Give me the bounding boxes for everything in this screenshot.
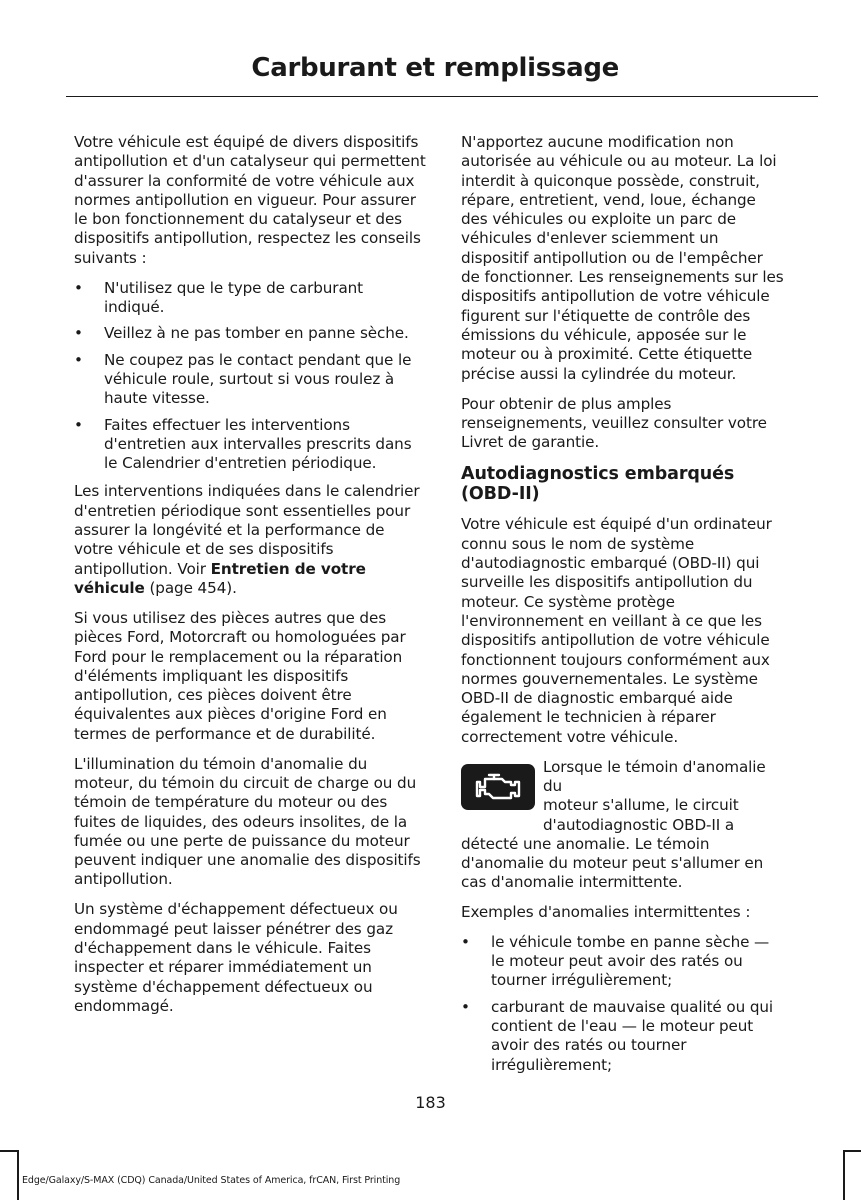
bullet-marker: •	[461, 932, 470, 951]
maintenance-text: Les interventions indiquées dans le calendrier d'entretien périodique sont essentielles pour assurer la longévité et la performance de votre véhicule et de ses dispositifs antipollution. Voir	[74, 482, 420, 578]
maintenance-page-ref: (page 454).	[144, 578, 237, 597]
list-item-text: Faites effectuer les interventions d'entretien aux intervalles prescrits dans le Calendrier d'entretien périodique.	[104, 415, 412, 473]
crop-mark	[843, 1150, 845, 1200]
list-item-text: N'utilisez que le type de carburant indiqué.	[104, 278, 364, 317]
icon-text-line: d'autodiagnostic OBD-II a	[543, 815, 735, 834]
maintenance-paragraph	[74, 482, 426, 598]
exhaust-paragraph: Un système d'échappement défectueux ou endommagé peut laisser pénétrer des gaz d'échappement dans le véhicule. Faites inspecter et réparer immédiatement un système d'échappement défectueux ou endommagé.	[74, 900, 398, 1015]
engine-warning-block	[461, 758, 786, 893]
list-item	[461, 998, 786, 1075]
maintenance-tips-list	[74, 279, 426, 474]
icon-text-continuation: détecté une anomalie. Le témoin d'anomalie du moteur peut s'allumer en cas d'anomalie intermittente.	[461, 834, 764, 892]
obd-paragraph: Votre véhicule est équipé d'un ordinateur connu sous le nom de système d'autodiagnostic embarqué (OBD-II) qui surveille les dispositifs antipollution du moteur. Ce système protège l'environnement en veillant à ce que les dispositifs antipollution de votre véhicule fonctionnent toujours conformément aux normes gouvernementales. Le système OBD-II de diagnostic embarqué aide également le technicien à réparer correctement votre véhicule.	[461, 515, 772, 746]
bullet-marker: •	[74, 350, 83, 369]
modification-paragraph: N'apportez aucune modification non autorisée au véhicule ou au moteur. La loi interdit à quiconque possède, construit, répare, entretient, vend, loue, échange des véhicules ou exploite un parc de véhicules d'enlever sciemment un dispositif antipollution ou de l'empêcher de fonctionner. Les renseignements sur les dispositifs antipollution de votre véhicule figurent sur l'étiquette de contrôle des émissions du véhicule, apposée sur le moteur ou à proximité. Cette étiquette précise aussi la cylindrée du moteur.	[461, 133, 784, 383]
bullet-marker: •	[74, 324, 83, 343]
crop-mark	[0, 1150, 18, 1152]
list-item-text: Veillez à ne pas tomber en panne sèche.	[104, 324, 409, 343]
intermittent-faults-list	[461, 933, 786, 1075]
left-column	[74, 133, 426, 1027]
list-item-text: carburant de mauvaise qualité ou qui contient de l'eau — le moteur peut avoir des ratés ou tourner irrégulièrement;	[491, 997, 774, 1074]
crop-mark	[17, 1150, 19, 1200]
maintenance-cross-reference-link[interactable]: Entretien de votre véhicule	[74, 559, 366, 597]
obd-heading: Autodiagnostics embarqués (OBD-II)	[461, 464, 735, 504]
icon-text-line: Lorsque le témoin d'anomalie du	[543, 757, 766, 795]
list-item	[461, 933, 786, 991]
right-column	[461, 133, 786, 1084]
bullet-marker: •	[74, 278, 83, 297]
bullet-marker: •	[461, 997, 470, 1016]
list-item	[74, 351, 426, 409]
page-title: Carburant et remplissage	[251, 53, 619, 83]
list-item-text: le véhicule tombe en panne sèche — le moteur peut avoir des ratés ou tourner irrégulièrement;	[491, 932, 770, 990]
list-item	[74, 279, 426, 318]
examples-intro: Exemples d'anomalies intermittentes :	[461, 902, 751, 921]
intro-paragraph: Votre véhicule est équipé de divers dispositifs antipollution et d'un catalyseur qui permettent d'assurer la conformité de votre véhicule aux normes antipollution en vigueur. Pour assurer le bon fonctionnement du catalyseur et des dispositifs antipollution, respectez les conseils suivants :	[74, 133, 426, 267]
title-divider	[66, 96, 818, 97]
bullet-marker: •	[74, 415, 83, 434]
check-engine-icon	[461, 764, 535, 810]
list-item	[74, 416, 426, 474]
list-item	[74, 324, 426, 343]
page-number: 183	[415, 1093, 446, 1112]
warning-lights-paragraph: L'illumination du témoin d'anomalie du moteur, du témoin du circuit de charge ou du témoin de température du moteur ou des fuites de liquides, des odeurs insolites, de la fumée ou une perte de puissance du moteur peuvent indiquer une anomalie des dispositifs antipollution.	[74, 754, 421, 889]
warranty-paragraph: Pour obtenir de plus amples renseignements, veuillez consulter votre Livret de garantie.	[461, 394, 767, 452]
list-item-text: Ne coupez pas le contact pendant que le véhicule roule, surtout si vous roulez à haute vitesse.	[104, 350, 412, 408]
parts-paragraph: Si vous utilisez des pièces autres que des pièces Ford, Motorcraft ou homologuées par Ford pour le remplacement ou la réparation d'éléments impliquant les dispositifs antipollution, ces pièces doivent être équivalentes aux pièces d'origine Ford en termes de performance et de durabilité.	[74, 608, 406, 743]
crop-mark	[843, 1150, 861, 1152]
icon-text-line: moteur s'allume, le circuit	[543, 796, 739, 815]
print-info: Edge/Galaxy/S-MAX (CDQ) Canada/United States of America, frCAN, First Printing	[22, 1175, 401, 1186]
